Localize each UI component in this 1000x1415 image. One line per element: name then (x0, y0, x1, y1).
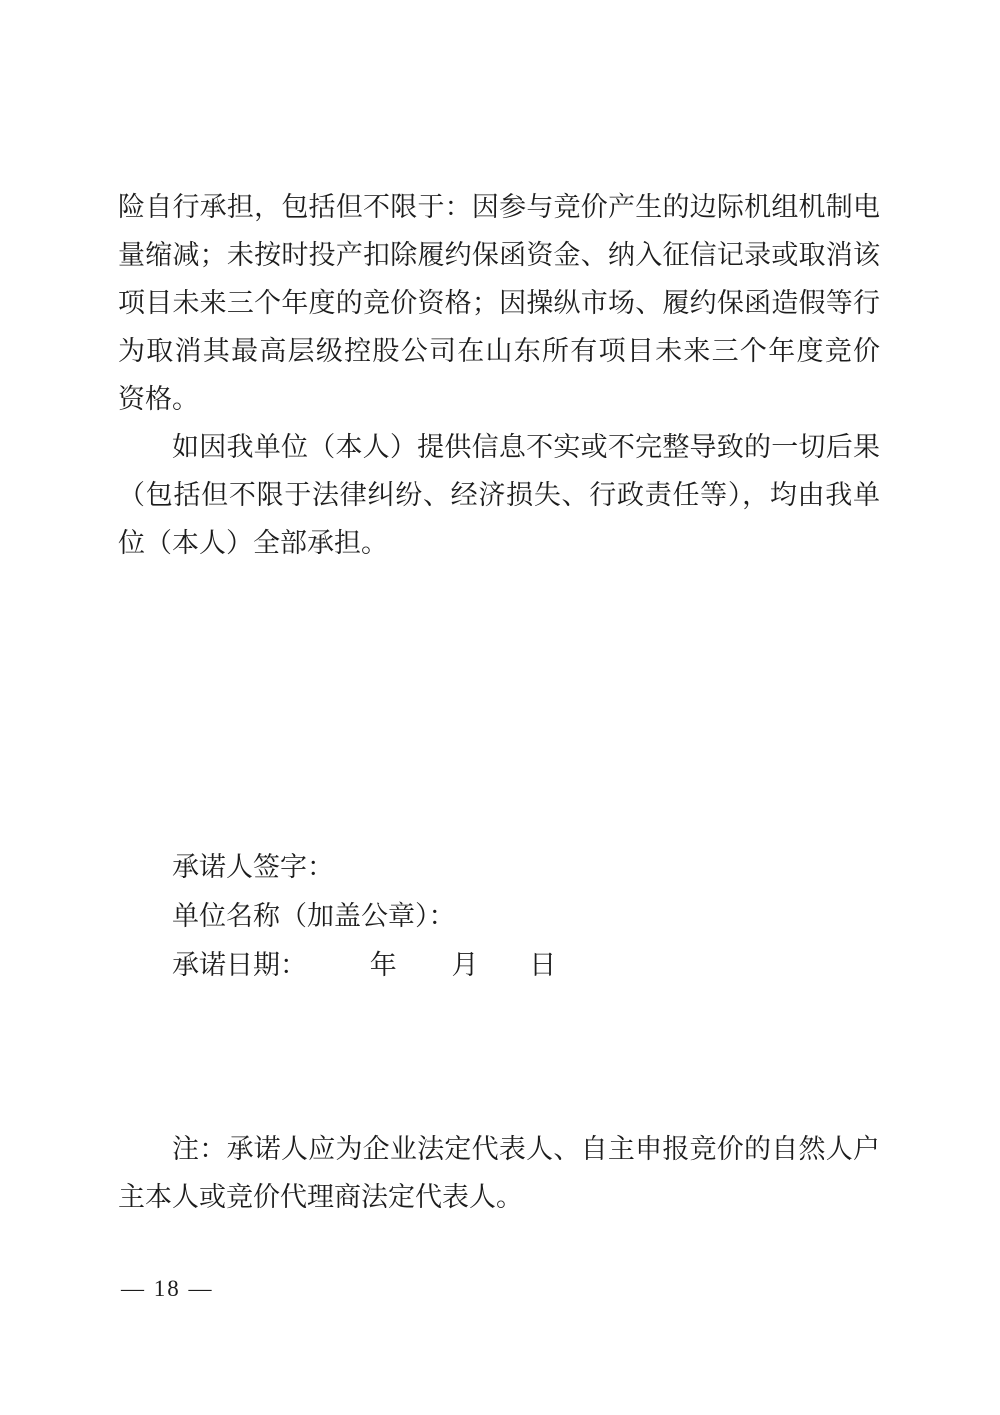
text-line: 险自行承担，包括但不限于：因参与竞价产生的边际机组机制电 (118, 192, 880, 222)
text-line: 如因我单位（本人）提供信息不实或不完整导致的一切后果 (172, 432, 880, 462)
text-line: 注：承诺人应为企业法定代表人、自主申报竞价的自然人户 (172, 1134, 880, 1164)
commitment-date-line (118, 941, 880, 990)
signer-signature-label: 承诺人签字： (172, 852, 334, 882)
text-line: 项目未来三个年度的竞价资格；因操纵市场、履约保函造假等行 (118, 288, 880, 318)
text-line: 位（本人）全部承担。 (118, 528, 388, 558)
note-paragraph (118, 1125, 880, 1221)
org-name-seal-label: 单位名称（加盖公章）： (172, 901, 456, 931)
year-label: 年 (369, 950, 397, 980)
paragraph-liability (118, 423, 880, 567)
day-label: 日 (529, 950, 557, 980)
signature-block (118, 843, 880, 990)
text-line: 资格。 (118, 384, 199, 414)
text-line: （包括但不限于法律纠纷、经济损失、行政责任等），均由我单 (118, 480, 880, 510)
page-number: — 18 — (121, 1276, 214, 1301)
text-line: 量缩减；未按时投产扣除履约保函资金、纳入征信记录或取消该 (118, 240, 880, 270)
text-line: 为取消其最高层级控股公司在山东所有项目未来三个年度竞价 (118, 336, 880, 366)
date-label: 承诺日期： (172, 950, 307, 980)
paragraph-risk (118, 183, 880, 423)
text-line: 主本人或竞价代理商法定代表人。 (118, 1182, 523, 1212)
month-label: 月 (451, 950, 479, 980)
